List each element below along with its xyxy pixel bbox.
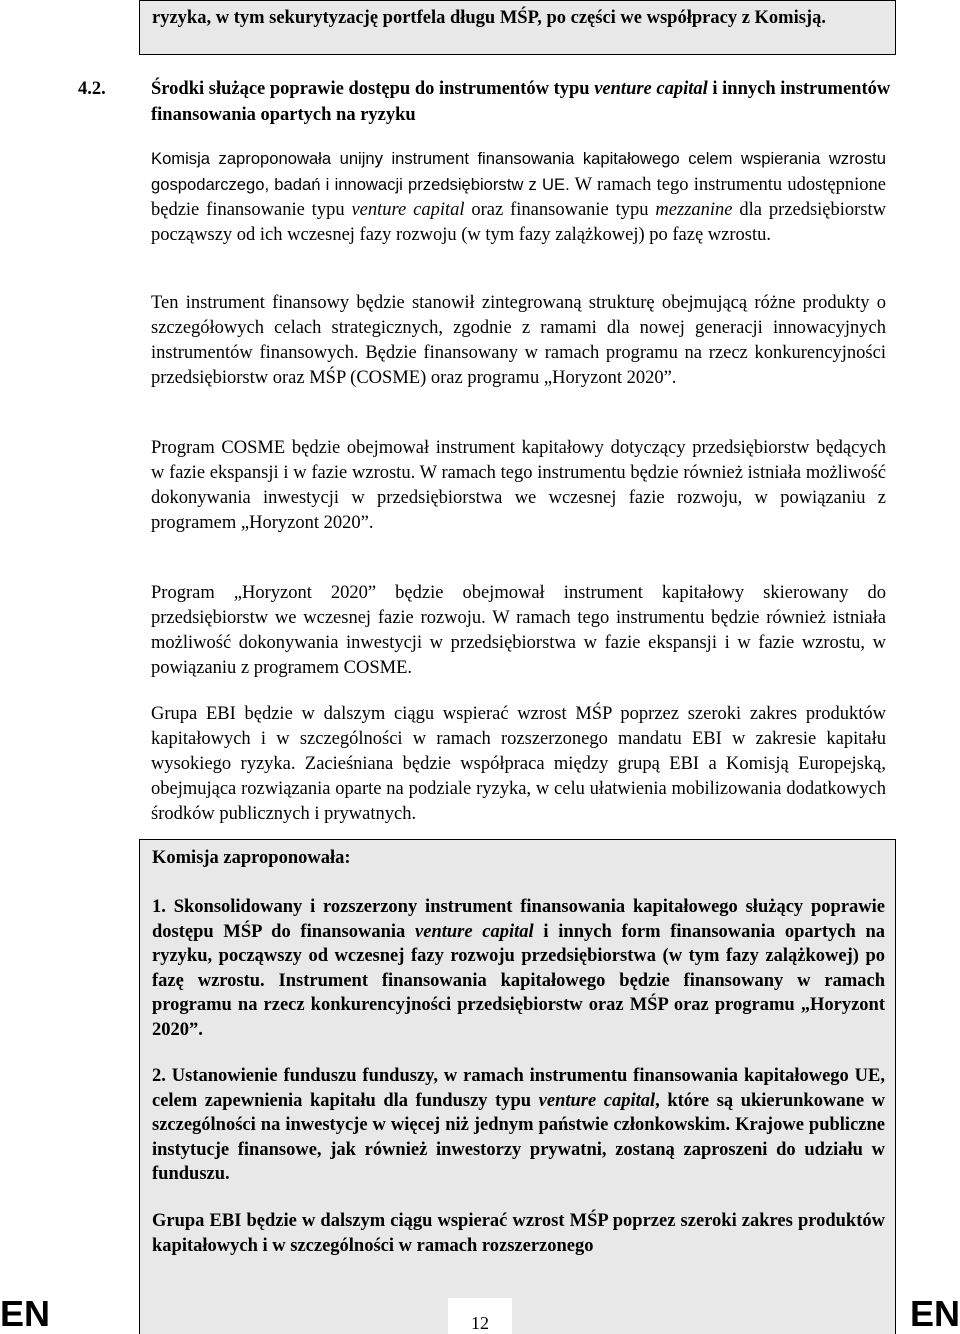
section-number: 4.2. [78,79,106,99]
section-title [151,76,896,128]
proposal-box [139,839,896,1334]
item-1-run-a: 1. Skonsolidowany i rozszerzony instrument finansowania kapitałowego służący poprawie dostępu MŚP do finansowania [152,897,885,942]
paragraph-4: Program „Horyzont 2020” będzie obejmował instrument kapitałowy skierowany do przedsiębiorstw we wczesnej fazie rozwoju. W ramach tego instrumentu będzie również istniała możliwość dokonywania inwestycji w przedsiębiorstwa w fazie ekspansji i w fazie wzrostu, w powiązaniu z programem COSME. [151,583,886,678]
title-italic: venture capital [594,79,708,99]
footer-language-right: EN [909,1293,960,1334]
proposal-item-3: Grupa EBI będzie w dalszym ciągu wspierać wzrost MŚP poprzez szeroki zakres produktów kapitałowych i w szczególności w ramach rozszerzonego [152,1211,885,1256]
page-number: 12 [471,1313,489,1333]
paragraph-1-sans-run: Komisja zaproponowała unijny instrument finansowania kapitałowego celem wspierania wzrostu gospodarczego, badań i innowacji przedsiębiorstw z UE. [151,149,886,194]
title-text: Środki służące poprawie dostępu do instrumentów typu [151,79,595,99]
paragraph-1-run-c: dla przedsiębiorstw począwszy od ich wczesnej fazy rozwoju (w tym fazy zalążkowej) po fazę wzrostu. [151,200,887,245]
paragraph-1-italic-2: mezzanine [655,200,733,220]
item-2-run-a: 2. Ustanowienie funduszu funduszy, w ramach instrumentu finansowania kapitałowego UE, celem zapewnienia kapitału dla funduszy typu [152,1066,885,1111]
paragraph-3: Program COSME będzie obejmował instrument kapitałowy dotyczący przedsiębiorstw będących w fazie ekspansji i w fazie wzrostu. W ramach tego instrumentu będzie również istniała możliwość dokonywania inwestycji w przedsiębiorstwa we wczesnej fazie rozwoju, w powiązaniu z programem „Horyzont 2020”. [151,438,886,533]
paragraph-5: Grupa EBI będzie w dalszym ciągu wspierać wzrost MŚP poprzez szeroki zakres produktów kapitałowych i w szczególności w ramach rozszerzonego mandatu EBI w zakresie kapitału wysokiego ryzyka. Zacieśniana będzie współpraca między grupą EBI a Komisją Europejską, obejmująca rozwiązania oparte na podziale ryzyka, w celu ułatwienia mobilizowania dodatkowych środków publicznych i prywatnych. [151,704,886,824]
item-1-run-b: i innych form finansowania opartych na ryzyku, począwszy od wczesnej fazy rozwoju przedsiębiorstwa (w tym fazy zalążkowej) po fazę wzrostu. Instrument finansowania kapitałowego będzie finansowany w ramach programu na rzecz konkurencyjności przedsiębiorstw oraz MŚP oraz programu „Horyzont 2020”. [152,921,885,1040]
highlighted-box-continuation [139,0,896,55]
proposal-item-1 [152,895,885,1043]
paragraph-2: Ten instrument finansowy będzie stanowił zintegrowaną strukturę obejmującą różne produkty o szczegółowych celach strategicznych, zgodnie z ramami dla nowej generacji innowacyjnych instrumentów finansowych. Będzie finansowany w ramach programu na rzecz konkurencyjności przedsiębiorstw oraz MŚP (COSME) oraz programu „Horyzont 2020”. [151,293,886,388]
item-1-italic: venture capital [415,921,534,942]
proposal-heading: Komisja zaproponowała: [152,848,351,868]
title-text-end: i innych instrumentów finansowania opartych na ryzyku [151,79,891,125]
item-2-run-b: , które są ukierunkowane w szczególności na inwestycje w więcej niż jednym państwie członkowskim. Krajowe publiczne instytucje finansowe, jak również inwestorzy prywatni, zostaną zaproszeni do udziału w funduszu. [152,1090,885,1185]
paragraph-1-run-b: oraz finansowanie typu [464,200,656,220]
item-2-italic: venture capital [538,1090,656,1111]
paragraph-1-run-a: W ramach tego instrumentu udostępnione będzie finansowanie typu [151,175,886,220]
paragraph-1 [151,146,886,248]
paragraph-1-italic-1: venture capital [351,200,465,220]
box-text: ryzyka, w tym sekurytyzację portfela długu MŚP, po części we współpracy z Komisją. [152,8,826,28]
proposal-item-2 [152,1064,885,1187]
footer-language-left: EN [0,1293,51,1334]
